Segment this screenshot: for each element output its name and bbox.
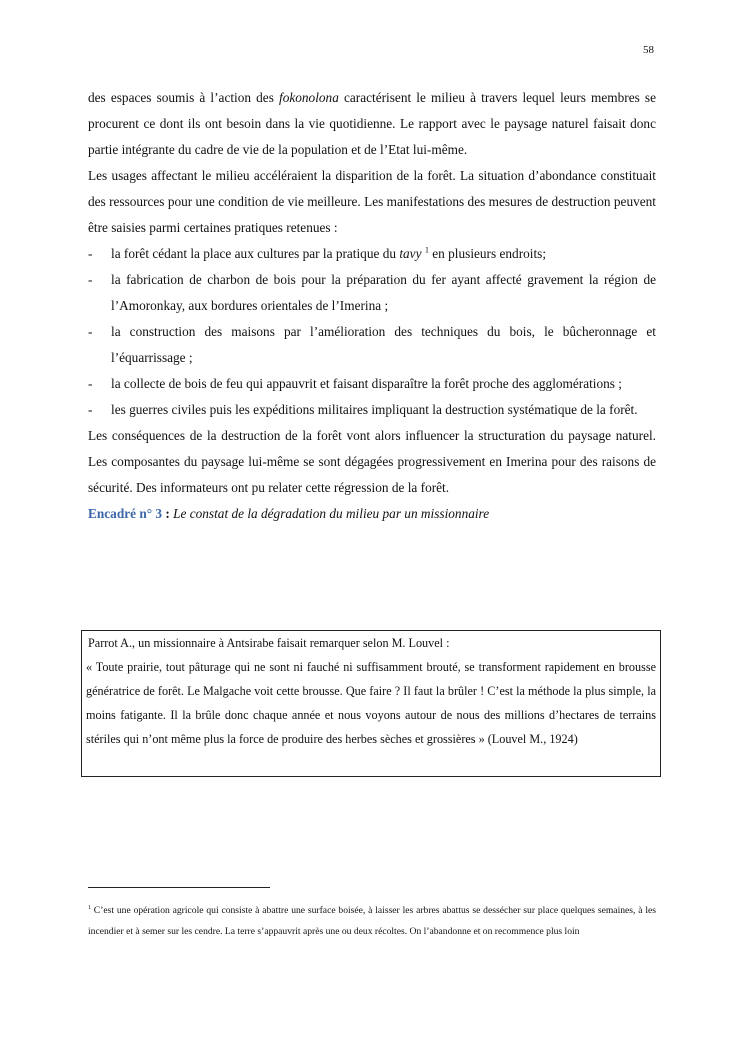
list-item (88, 241, 656, 267)
fokonolona-term: fokonolona (279, 90, 339, 105)
paragraph-1 (88, 85, 656, 163)
list-item-text: la collecte de bois de feu qui appauvrit et faisant disparaître la forêt proche des agglomérations ; (111, 376, 622, 391)
footnote-reference[interactable]: 1 (424, 245, 429, 255)
encadre-heading (88, 501, 656, 527)
bullet-dash: - (88, 246, 93, 261)
list-item-text-cont: en plusieurs endroits; (428, 246, 547, 261)
paragraph-1-text: des espaces soumis à l’action des (88, 90, 280, 105)
encadre-title: Le constat de la dégradation du milieu par un missionnaire (173, 506, 490, 521)
practices-list (88, 241, 656, 423)
list-item (88, 267, 656, 319)
paragraph-2: Les usages affectant le milieu accéléraient la disparition de la forêt. La situation d’abondance constituait des ressources pour une condition de vie meilleure. Les manifestations des mesures de destruction peuvent être saisies parmi certaines pratiques retenues : (88, 168, 656, 235)
footnote-text: C’est une opération agricole qui consiste à abattre une surface boisée, à laisser les arbres abattus se dessécher sur place quelques semaines, à les incendier et à semer sur les cendre. La terre s’appauvrit après une ou deux récoltes. On l’abandonne et on recommence plus loin (88, 905, 656, 937)
bullet-dash: - (88, 402, 93, 417)
footnote (88, 900, 656, 942)
list-item-text: la forêt cédant la place aux cultures par la pratique du (111, 246, 400, 261)
paragraph-1-text-cont: caractérisent le milieu à travers lequel leurs membres se procurent ce dont ils ont besoin dans la vie quotidienne. Le rapport avec le paysage naturel faisait donc partie intégrante du cadre de vie de la population et de l’Etat lui-même. (88, 90, 656, 157)
footnote-marker: 1 (88, 904, 91, 911)
bullet-dash: - (88, 376, 93, 391)
list-item-text: la construction des maisons par l’amélioration des techniques du bois, le bûcheronnage et l’équarrissage ; (111, 324, 656, 365)
body-text (88, 85, 656, 527)
bullet-dash: - (88, 324, 93, 339)
encadre-intro: Parrot A., un missionnaire à Antsirabe faisait remarquer selon M. Louvel : (88, 636, 450, 650)
list-item-text: les guerres civiles puis les expéditions militaires impliquant la destruction systématique de la forêt. (111, 402, 638, 417)
encadre-box (81, 630, 661, 777)
encadre-quote: « Toute prairie, tout pâturage qui ne sont ni fauché ni suffisamment brouté, se transforment rapidement en brousse génératrice de forêt. Le Malgache voit cette brousse. Que faire ? Il faut la brûler ! C’est la méthode la plus simple, la moins fatigante. Il la brûle donc chaque année et nous voyons autour de nous des millions d’hectares de terrains stériles qui n’ont même plus la force de produire des herbes sèches et grossières » (Louvel M., 1924) (86, 660, 656, 746)
list-item (88, 319, 656, 371)
tavy-term: tavy (399, 246, 422, 261)
list-item-text: la fabrication de charbon de bois pour la préparation du fer ayant affecté gravement la région de l’Amoronkay, aux bordures orientales de l’Imerina ; (111, 272, 656, 313)
page-number: 58 (643, 44, 654, 56)
bullet-dash: - (88, 272, 93, 287)
paragraph-3: Les conséquences de la destruction de la forêt vont alors influencer la structuration du paysage naturel. Les composantes du paysage lui-même se sont dégagées progressivement en Imerina pour des raisons de sécurité. Des informateurs ont pu relater cette régression de la forêt. (88, 428, 656, 495)
footnote-separator (88, 887, 270, 888)
encadre-label: Encadré n° 3 (88, 506, 163, 521)
list-item (88, 397, 656, 423)
encadre-colon: : (162, 506, 174, 521)
list-item (88, 371, 656, 397)
